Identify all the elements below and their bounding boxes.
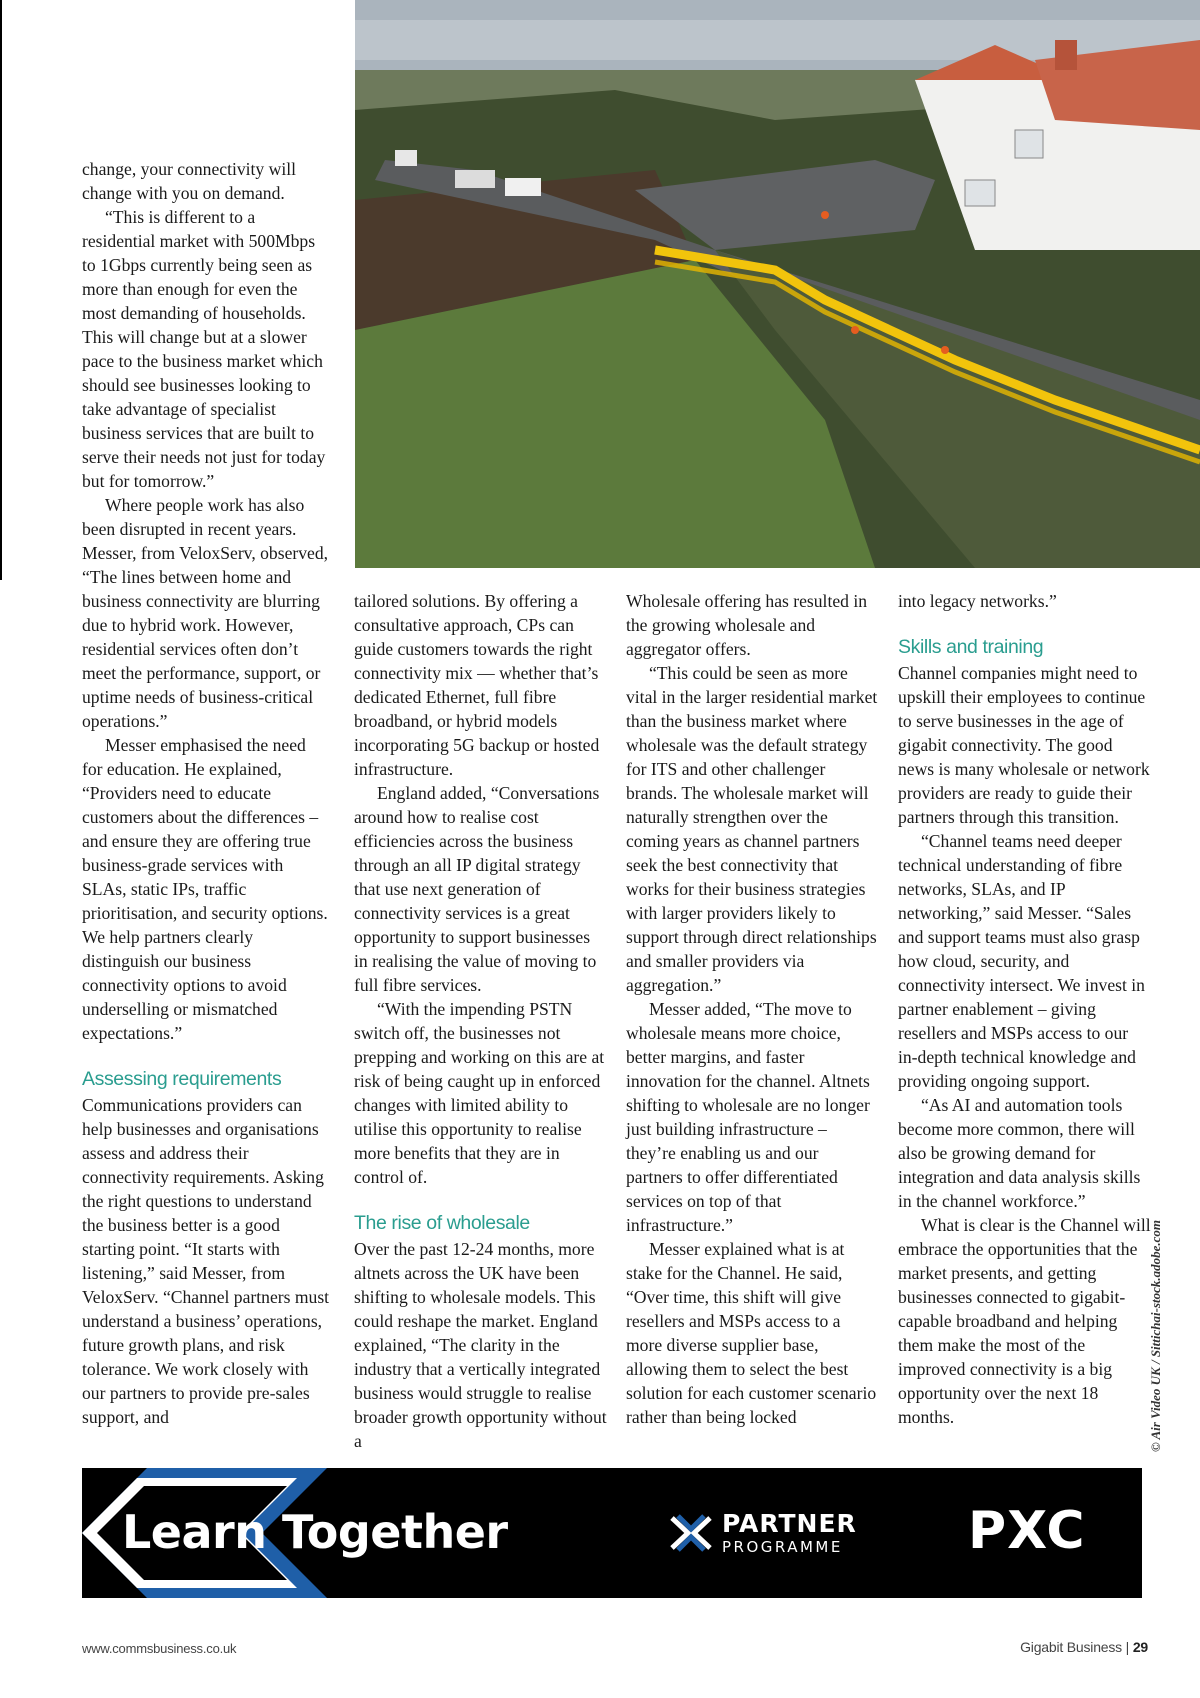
section-heading-assessing: Assessing requirements — [82, 1068, 282, 1090]
section-heading-skills: Skills and training — [898, 636, 1044, 658]
partner-label: PARTNER — [722, 1509, 857, 1538]
paragraph: Communications providers can help businesses and organisations assess and address their connectivity requirements. Asking the right questions to understand the business better is a good starting point. “It starts with listening,” said Messer, from VeloxServ. “Channel partners must understand a business’ operations, future growth plans, and risk tolerance. We work closely with our partners to provide pre-sales support, and — [82, 1095, 330, 1427]
paragraph: Messer explained what is at stake for the Channel. He said, “Over time, this shift will give resellers and MSPs access to a more diverse supplier base, allowing them to select the best solution for each customer scenario rather than being locked — [626, 1239, 877, 1427]
footer-section-name: Gigabit Business — [1020, 1639, 1122, 1655]
pxc-logo: PXC — [968, 1501, 1086, 1561]
page-edge-bar — [0, 0, 2, 580]
paragraph: “This is different to a residential market with 500Mbps to 1Gbps currently being seen as more than enough for even the most demanding of households. This will change but at a slower pace to the business market which should see businesses looking to take advantage of specialist business services that are built to serve their needs not just for today but for tomorrow.” — [82, 207, 326, 491]
paragraph: change, your connectivity will change with you on demand. — [82, 159, 296, 203]
column-1 — [82, 157, 330, 1429]
paragraph: “Channel teams need deeper technical understanding of fibre networks, SLAs, and IP networking,” said Messer. “Sales and support teams must also grasp how cloud, security, and connectivity intersect. We invest in partner enablement – giving resellers and MSPs access to our in-depth technical knowledge and providing ongoing support. — [898, 831, 1145, 1091]
page-number: 29 — [1132, 1639, 1148, 1655]
paragraph: What is clear is the Channel will embrace the opportunities that the market presents, and getting businesses connected to gigabit-capable broadband and helping them make the most of the improved connectivity is a big opportunity over the next 18 months. — [898, 1215, 1151, 1427]
footer-section — [1020, 1639, 1148, 1655]
footer-separator: | — [1125, 1639, 1130, 1655]
paragraph: Messer added, “The move to wholesale means more choice, better margins, and faster innovation for the channel. Altnets shifting to wholesale are no longer just building infrastructure – they’re enabling us and our partners to offer differentiated services on top of that infrastructure.” — [626, 999, 870, 1235]
column-4 — [898, 589, 1151, 1429]
paragraph: Channel companies might need to upskill their employees to continue to serve businesses in the age of gigabit connectivity. The good news is many wholesale or network providers are ready to guide their partners through this transition. — [898, 663, 1150, 827]
paragraph: into legacy networks.” — [898, 591, 1057, 611]
paragraph: “As AI and automation tools become more common, there will also be growing demand for integration and data analysis skills in the channel workforce.” — [898, 1095, 1141, 1211]
column-3 — [626, 589, 879, 1429]
paragraph: tailored solutions. By offering a consultative approach, CPs can guide customers towards the right connectivity mix — whether that’s dedicated Ethernet, full fibre broadband, or hybrid models incorporating 5G backup or hosted infrastructure. — [354, 591, 600, 779]
photo-credit-text: © Air Video UK / Sittichai-stock.adobe.com — [1148, 1219, 1163, 1452]
banner-word-learn: Learn — [122, 1505, 267, 1559]
footer-url: www.commsbusiness.co.uk — [82, 1641, 237, 1656]
paragraph: Messer emphasised the need for education. He explained, “Providers need to educate customers about the differences – and ensure they are offering true business-grade services with SLAs, static IPs, traffic prioritisation, and security options. We help partners clearly distinguish our business connectivity options to avoid underselling or mismatched expectations.” — [82, 735, 328, 1043]
programme-label: PROGRAMME — [722, 1538, 843, 1556]
column-2 — [354, 589, 607, 1453]
partner-programme-logo-icon — [668, 1510, 714, 1556]
paragraph: Where people work has also been disrupted in recent years. Messer, from VeloxServ, observed, “The lines between home and business connectivity are blurring due to hybrid work. However, residential services often don’t meet the performance, support, or uptime needs of business-critical operations.” — [82, 495, 329, 731]
banner-word-together: Together — [282, 1505, 508, 1559]
paragraph: Wholesale offering has resulted in the growing wholesale and aggregator offers. — [626, 591, 868, 659]
photo-credit — [1148, 1219, 1200, 1452]
section-heading-wholesale: The rise of wholesale — [354, 1212, 530, 1234]
banner-headline — [122, 1500, 508, 1564]
paragraph: “This could be seen as more vital in the larger residential market than the business market where wholesale was the default strategy for ITS and other challenger brands. The wholesale market will naturally strengthen over the coming years as channel partners seek the best connectivity that works for their business strategies with larger providers likely to support through direct relationships and smaller providers via aggregation.” — [626, 663, 878, 995]
paragraph: England added, “Conversations around how to realise cost efficiencies across the business through an all IP digital strategy that use next generation of connectivity services is a great opportunity to support businesses in realising the value of moving to full fibre services. — [354, 783, 600, 995]
paragraph: Over the past 12-24 months, more altnets across the UK have been shifting to wholesale models. This could reshape the market. England explained, “The clarity in the industry that a vertically integrated business would struggle to realise broader growth opportunity without a — [354, 1239, 607, 1451]
roadworks-photo — [355, 0, 1200, 568]
learn-together-advert[interactable] — [82, 1468, 1142, 1598]
paragraph: “With the impending PSTN switch off, the businesses not prepping and working on this are at risk of being caught up in enforced changes with limited ability to utilise this opportunity to realise more benefits that they are in control of. — [354, 999, 605, 1187]
